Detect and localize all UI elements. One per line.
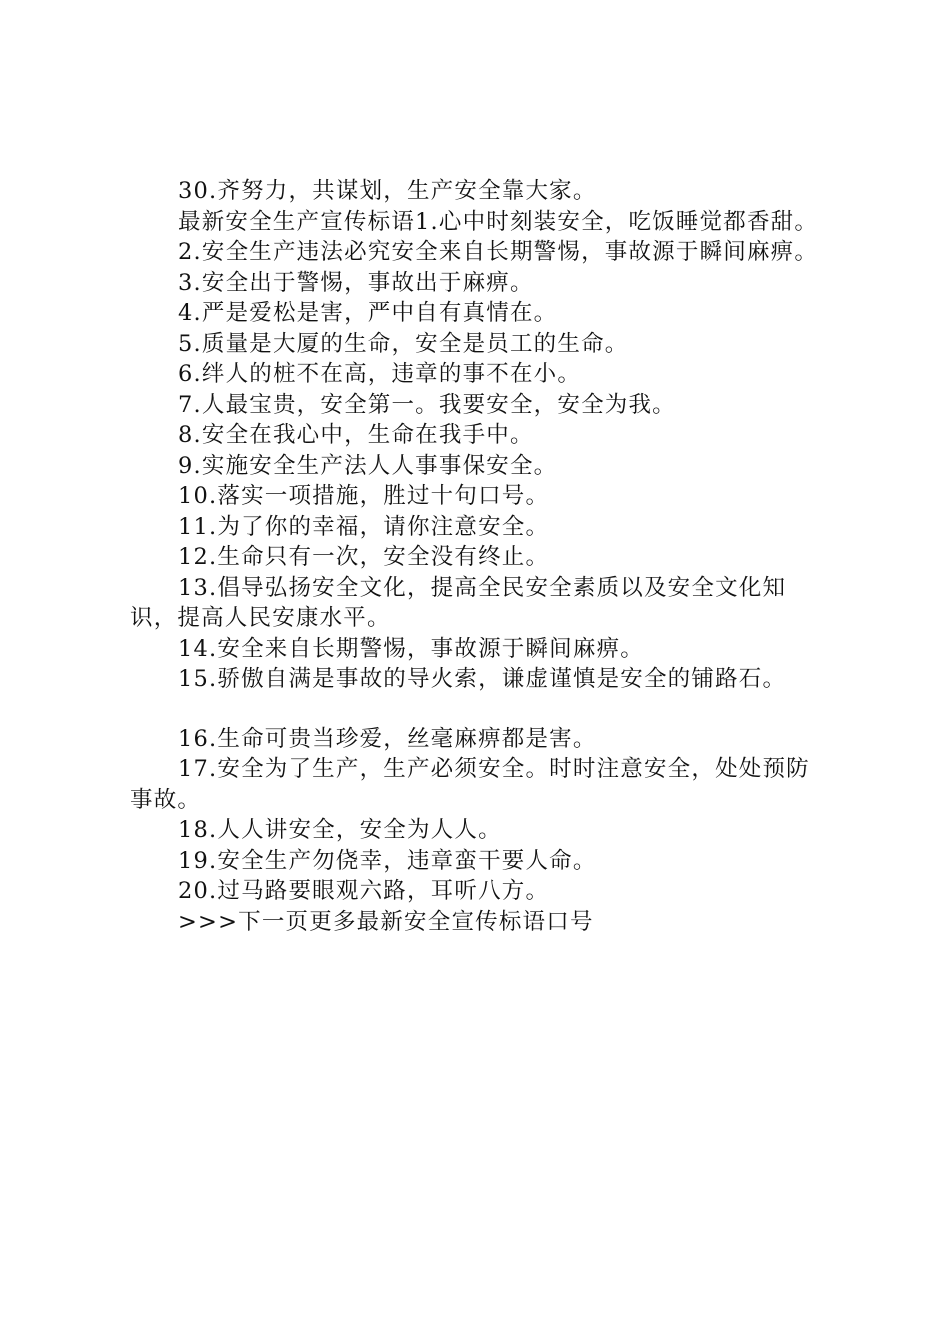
paragraph-slogan-2: 2.安全生产违法必究安全来自长期警惕，事故源于瞬间麻痹。 [178, 239, 819, 265]
paragraph-slogan-5: 5.质量是大厦的生命，安全是员工的生命。 [178, 330, 629, 357]
paragraph-slogan-4: 4.严是爱松是害，严中自有真情在。 [178, 300, 558, 326]
paragraph-slogan-8: 8.安全在我心中，生命在我手中。 [178, 422, 534, 448]
paragraph-slogan-13: 13.倡导弘扬安全文化，提高全民安全素质以及安全文化知识，提高人民安康水平。 [130, 574, 787, 631]
paragraph-slogan-10: 10.落实一项措施，胜过十句口号。 [178, 483, 550, 509]
paragraph-slogan-6: 6.绊人的桩不在高，违章的事不在小。 [178, 361, 582, 387]
paragraph-slogan-18: 18.人人讲安全，安全为人人。 [178, 817, 502, 843]
blank-line [130, 695, 832, 724]
paragraph-slogan-7: 7.人最宝贵，安全第一。我要安全，安全为我。 [178, 391, 676, 418]
paragraph-slogan-17: 17.安全为了生产，生产必须安全。时时注意安全，处处预防事故。 [130, 756, 810, 813]
paragraph-slogan-30: 30.齐努力，共谋划，生产安全靠大家。 [178, 178, 597, 204]
paragraph-slogan-20: 20.过马路要眼观六路，耳听八方。 [178, 878, 550, 904]
paragraph-slogan-11: 11.为了你的幸福，请你注意安全。 [178, 513, 550, 540]
paragraph-slogan-3: 3.安全出于警惕，事故出于麻痹。 [178, 269, 534, 296]
paragraph-slogan-12: 12.生命只有一次，安全没有终止。 [178, 544, 550, 570]
paragraph-heading-slogan-1: 最新安全生产宣传标语1.心中时刻装安全，吃饭睡觉都香甜。 [178, 208, 819, 235]
paragraph-slogan-15: 15.骄傲自满是事故的导火索，谦虚谨慎是安全的铺路石。 [178, 666, 787, 692]
document-body [130, 176, 832, 937]
paragraph-slogan-16: 16.生命可贵当珍爱，丝毫麻痹都是害。 [178, 725, 597, 752]
paragraph-slogan-14: 14.安全来自长期警惕，事故源于瞬间麻痹。 [178, 635, 644, 662]
paragraph-slogan-19: 19.安全生产勿侥幸，违章蛮干要人命。 [178, 847, 597, 874]
next-page-link-text: >>>下一页更多最新安全宣传标语口号 [178, 908, 594, 935]
paragraph-slogan-9: 9.实施安全生产法人人事事保安全。 [178, 452, 558, 479]
